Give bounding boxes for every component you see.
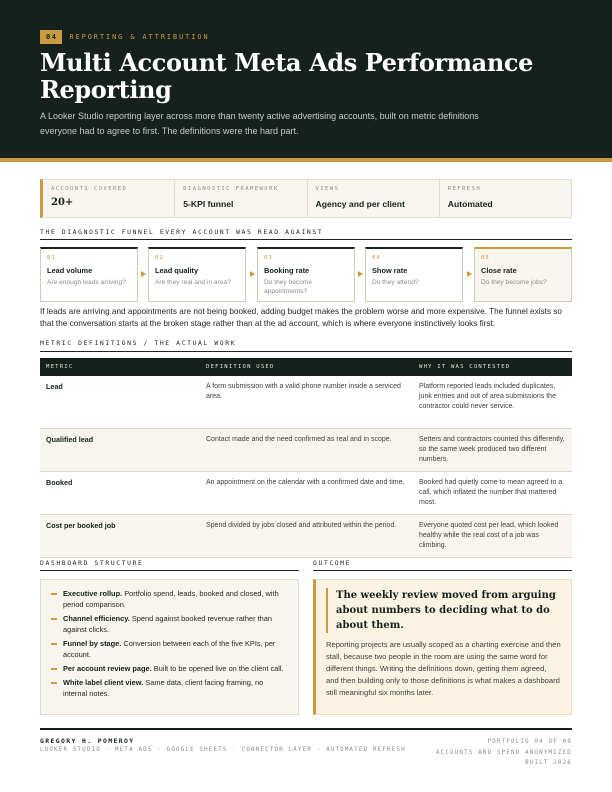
- dashboard-heading: DASHBOARD STRUCTURE: [40, 559, 144, 567]
- outcome-heading-rule: [313, 570, 572, 571]
- funnel-explanation: If leads are arriving and appointments are not being booked, adding budget makes the problem worse and more expensive. The funnel exists so that the conversation starts at the broken stage rather than at the ad account, which is where everyone instinctively looks first.: [40, 307, 562, 328]
- stat-value: Agency and per client: [315, 199, 405, 209]
- bullet-dash-icon: [51, 618, 57, 620]
- author-name: GREGORY H. POMEROY: [40, 737, 135, 745]
- definition-cell: A form submission with a valid phone number inside a serviced area.: [200, 376, 413, 428]
- header-accent-rule: [0, 158, 612, 162]
- item-title: White label client view.: [63, 678, 144, 687]
- list-item: [51, 663, 288, 674]
- stat-label: VIEWS: [315, 186, 340, 192]
- step-number: 05: [481, 255, 490, 261]
- why-cell: Setters and contractors counted this differently, so the same week produced two different numbers.: [413, 428, 572, 471]
- funnel-step-booking-rate: [257, 247, 355, 302]
- stats-strip: [40, 179, 572, 218]
- step-question: Are enough leads arriving?: [47, 279, 126, 286]
- bullet-dash-icon: [51, 668, 57, 670]
- step-question: Do they become jobs?: [481, 279, 547, 286]
- step-name: Lead quality: [155, 266, 199, 275]
- step-number: 03: [264, 255, 273, 261]
- page-title: Multi Account Meta Ads Performance Reporting: [40, 48, 533, 104]
- item-title: Executive rollup.: [63, 589, 123, 598]
- column-header-metric: METRIC: [40, 358, 200, 376]
- why-cell: Platform reported leads included duplicates, junk entries and out of area submissions the contractor could never service.: [413, 376, 572, 428]
- funnel-step-show-rate: [365, 247, 463, 302]
- funnel-heading: THE DIAGNOSTIC FUNNEL EVERY ACCOUNT WAS READ AGAINST: [40, 228, 324, 236]
- stat-framework: [174, 180, 306, 217]
- funnel-step-lead-quality: [148, 247, 246, 302]
- item-text: Portfolio spend, leads, booked and closed, with period comparison.: [63, 589, 279, 609]
- list-item: [51, 638, 288, 660]
- step-number: 01: [47, 255, 56, 261]
- table-row: [40, 428, 572, 471]
- list-item: [51, 677, 288, 699]
- column-header-why: WHY IT WAS CONTESTED: [413, 358, 572, 376]
- stat-label: DIAGNOSTIC FRAMEWORK: [183, 186, 279, 192]
- list-item: [51, 588, 288, 610]
- section-kicker: REPORTING & ATTRIBUTION: [69, 33, 210, 41]
- outcome-quote: The weekly review moved from arguing about numbers to deciding what to do about them.: [326, 588, 561, 633]
- section-number-badge: 04: [40, 30, 62, 44]
- bullet-dash-icon: [51, 682, 57, 684]
- funnel-step-lead-volume: [40, 247, 138, 302]
- footer-meta: [436, 737, 572, 769]
- portfolio-position: PORTFOLIO 04 OF 08: [487, 739, 572, 745]
- step-name: Show rate: [372, 266, 408, 275]
- definitions-heading-rule: [40, 351, 572, 352]
- step-number: 04: [372, 255, 381, 261]
- step-question: Do they attend?: [372, 279, 419, 286]
- table-row: [40, 514, 572, 557]
- step-name: Lead volume: [47, 266, 93, 275]
- item-title: Channel efficiency.: [63, 614, 130, 623]
- funnel-arrow-icon: [250, 271, 255, 277]
- funnel-arrow-icon: [467, 271, 472, 277]
- metric-cell: Cost per booked job: [40, 514, 200, 557]
- table-row: [40, 471, 572, 514]
- stat-views: [307, 180, 439, 217]
- item-text: Built to be opened live on the client call.: [151, 664, 284, 673]
- definition-cell: An appointment on the calendar with a confirmed date and time.: [200, 471, 413, 514]
- item-text: Same data, client facing framing, no internal notes.: [63, 678, 264, 698]
- why-cell: Everyone quoted cost per lead, which looked healthy while the real cost of a job was climbing.: [413, 514, 572, 557]
- page-subtitle: A Looker Studio reporting layer across more than twenty active advertising accounts, built on metric definitions everyone had to agree to first. The definitions were the hard part.: [40, 111, 479, 136]
- stat-refresh: [439, 180, 571, 217]
- metric-cell: Lead: [40, 376, 200, 428]
- funnel-arrow-icon: [141, 271, 146, 277]
- outcome-body: Reporting projects are usually scoped as a charting exercise and then stall, because two people in the room are using the same word for different things. Writing the definitions down, getting them agreed, and then building only to those definitions is what makes a dashboard still meaningful six months later.: [326, 640, 561, 697]
- table-header-row: [40, 358, 572, 376]
- definition-cell: Spend divided by jobs closed and attributed within the period.: [200, 514, 413, 557]
- item-text: Conversion between each of the five KPIs, per account.: [63, 639, 276, 659]
- dashboard-heading-rule: [40, 570, 299, 571]
- built-year: BUILT 2026: [525, 760, 572, 766]
- stat-label: REFRESH: [447, 186, 482, 192]
- metric-cell: Booked: [40, 471, 200, 514]
- stat-value: 20+: [51, 197, 74, 208]
- outcome-panel: [313, 579, 572, 715]
- metric-cell: Qualified lead: [40, 428, 200, 471]
- dashboard-structure-panel: [40, 579, 299, 715]
- why-cell: Booked had quietly come to mean agreed to a call, which inflated the number that mattered most.: [413, 471, 572, 514]
- metric-definitions-table: [40, 358, 572, 558]
- column-header-definition: DEFINITION USED: [200, 358, 413, 376]
- diagnostic-funnel: [40, 247, 572, 302]
- step-question: Are they real and in area?: [155, 279, 231, 286]
- outcome-heading: OUTCOME: [313, 559, 352, 567]
- funnel-arrow-icon: [358, 271, 363, 277]
- stat-value: 5-KPI funnel: [183, 199, 234, 209]
- kicker: [40, 30, 210, 44]
- definition-cell: Contact made and the need confirmed as real and in scope.: [200, 428, 413, 471]
- footer-rule: [40, 728, 572, 730]
- funnel-heading-rule: [40, 239, 572, 240]
- step-name: Booking rate: [264, 266, 310, 275]
- bullet-dash-icon: [51, 593, 57, 595]
- step-question: Do they become appointments?: [264, 279, 313, 295]
- stat-accounts: [43, 180, 174, 217]
- step-number: 02: [155, 255, 164, 261]
- item-title: Per account review page.: [63, 664, 152, 673]
- anonymized-note: ACCOUNTS AND SPEND ANONYMIZED: [435, 749, 572, 756]
- step-name: Close rate: [481, 266, 517, 275]
- stat-label: ACCOUNTS COVERED: [51, 186, 128, 192]
- item-text: Spend against booked revenue rather than against clicks.: [63, 614, 272, 634]
- stat-value: Automated: [447, 199, 493, 209]
- tool-list: LOOKER STUDIO · META ADS · GOOGLE SHEETS · CONNECTOR LAYER · AUTOMATED REFRESH: [40, 747, 406, 753]
- list-item: [51, 613, 288, 635]
- definitions-heading: METRIC DEFINITIONS / THE ACTUAL WORK: [40, 339, 237, 347]
- item-title: Funnel by stage.: [63, 639, 122, 648]
- funnel-step-close-rate: [474, 247, 572, 302]
- bullet-dash-icon: [51, 643, 57, 645]
- table-row: [40, 376, 572, 428]
